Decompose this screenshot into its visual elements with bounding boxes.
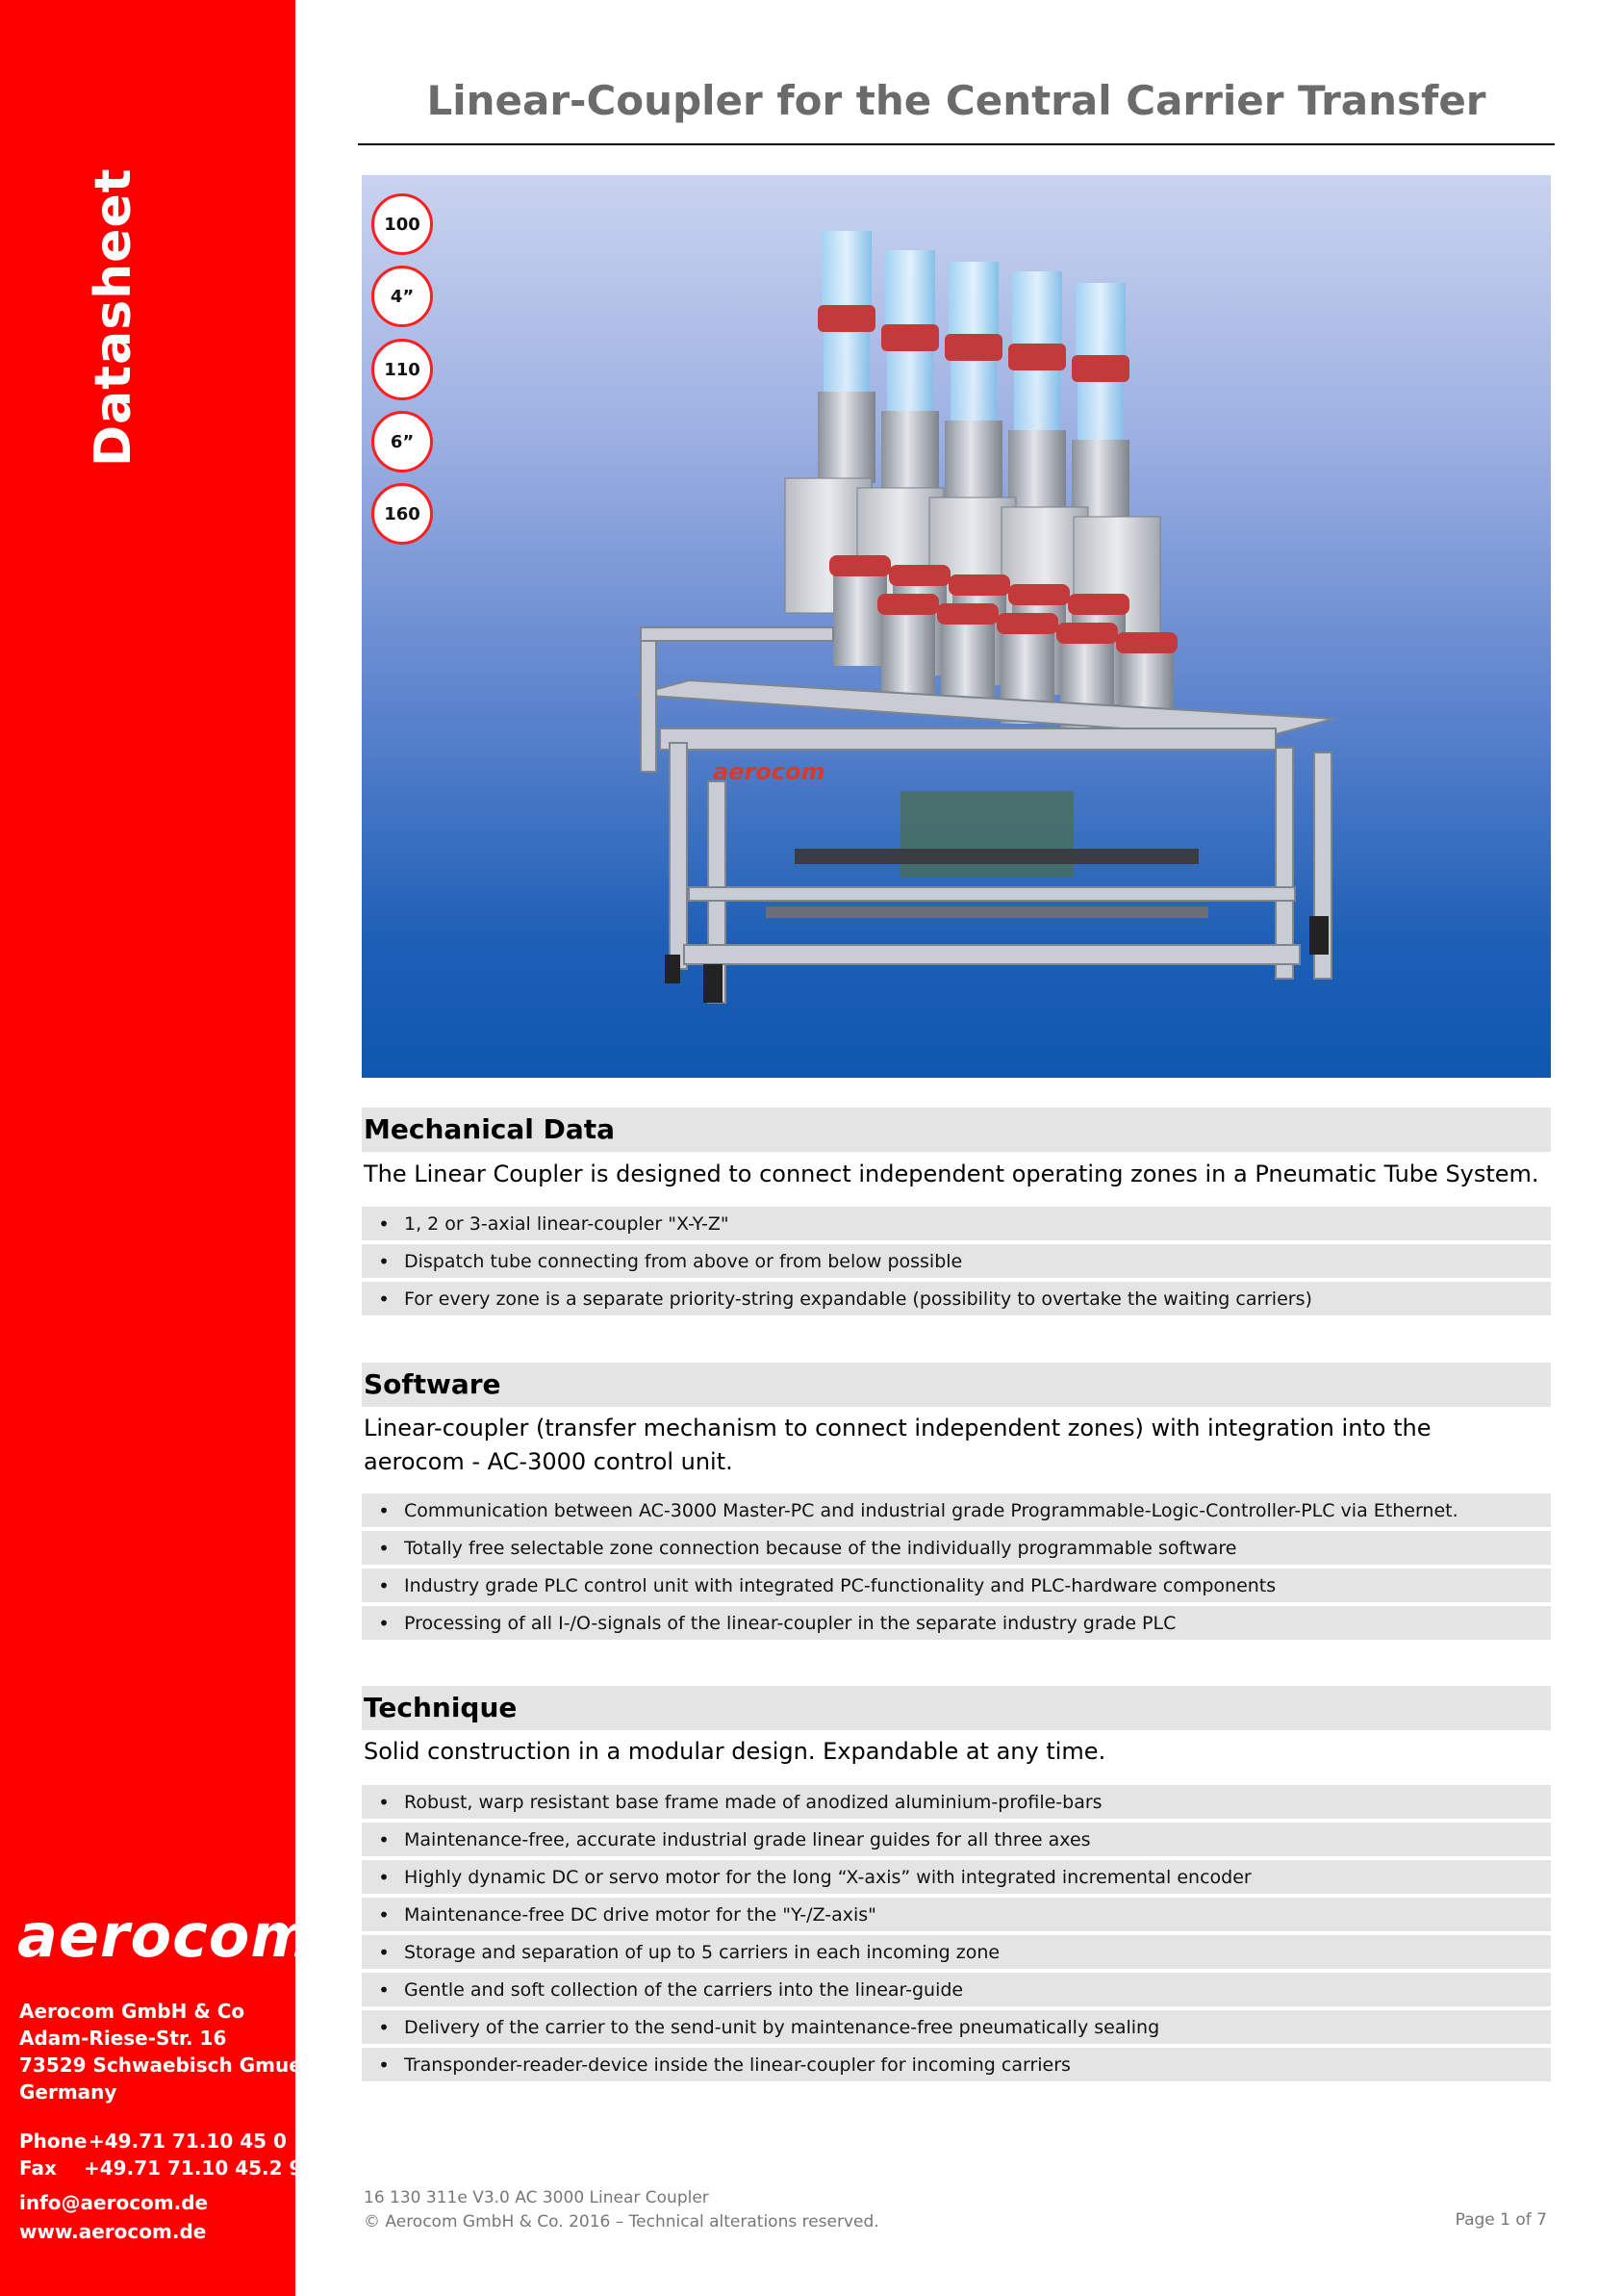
product-photo xyxy=(362,175,1551,1078)
list-item: • Storage and separation of up to 5 carriers in each incoming zone xyxy=(362,1935,1551,1969)
document-id: 16 130 311e V3.0 AC 3000 Linear Coupler xyxy=(364,2188,709,2207)
list-item: • Highly dynamic DC or servo motor for the long “X-axis” with integrated incremental encoder xyxy=(362,1860,1551,1894)
technique-intro: Solid construction in a modular design. Expandable at any time. xyxy=(364,1738,1106,1765)
mechanical-data-heading: Mechanical Data xyxy=(362,1108,1551,1152)
technique-list xyxy=(362,1785,1551,2085)
sidebar xyxy=(0,0,330,2296)
frame-aerocom-label: aerocom xyxy=(713,758,825,785)
software-intro xyxy=(364,1412,1547,1479)
list-item: • Maintenance-free DC drive motor for the "Y-/Z-axis" xyxy=(362,1898,1551,1931)
list-item: • Industry grade PLC control unit with integrated PC-functionality and PLC-hardware components xyxy=(362,1569,1551,1602)
email-link[interactable]: info@aerocom.de xyxy=(19,2191,209,2214)
copyright-notice: © Aerocom GmbH & Co. 2016 – Technical alterations reserved. xyxy=(364,2212,879,2232)
phone-label: Phone xyxy=(19,2130,88,2153)
company-street: Adam-Riese-Str. 16 xyxy=(19,2027,227,2050)
company-country: Germany xyxy=(19,2080,117,2104)
list-item: • Delivery of the carrier to the send-unit by maintenance-free pneumatically sealing xyxy=(362,2010,1551,2044)
software-list xyxy=(362,1493,1551,1644)
size-badge-110: 110 xyxy=(371,339,433,400)
list-item: • Totally free selectable zone connection because of the individually programmable software xyxy=(362,1531,1551,1565)
mechanical-data-intro: The Linear Coupler is designed to connect independent operating zones in a Pneumatic Tube System. xyxy=(364,1161,1539,1187)
list-item: • Transponder-reader-device inside the linear-coupler for incoming carriers xyxy=(362,2048,1551,2081)
software-heading: Software xyxy=(362,1363,1551,1407)
page-title: Linear-Coupler for the Central Carrier Transfer xyxy=(426,77,1486,124)
list-item: • 1, 2 or 3-axial linear-coupler "X-Y-Z" xyxy=(362,1207,1551,1240)
phone-row xyxy=(19,2128,316,2155)
size-badge-160: 160 xyxy=(371,483,433,545)
phone-number[interactable]: +49.71 71.10 45 0 xyxy=(89,2130,287,2153)
technique-heading: Technique xyxy=(362,1686,1551,1730)
document-footer xyxy=(364,2186,879,2234)
aerocom-logo: aerocom xyxy=(17,1901,315,1971)
size-badge-100: 100 xyxy=(371,193,433,255)
company-city: 73529 Schwaebisch Gmuend xyxy=(19,2054,330,2077)
list-item: • Maintenance-free, accurate industrial grade linear guides for all three axes xyxy=(362,1823,1551,1856)
list-item: • Robust, warp resistant base frame made of anodized aluminium-profile-bars xyxy=(362,1785,1551,1819)
fax-label: Fax xyxy=(19,2156,57,2180)
company-address xyxy=(19,1998,329,2105)
list-item: • Communication between AC-3000 Master-PC and industrial grade Programmable-Logic-Controller-PLC via Ethernet. xyxy=(362,1493,1551,1527)
size-badge-6-inch: 6” xyxy=(371,411,433,472)
linear-coupler-illustration xyxy=(362,175,1551,1078)
company-name: Aerocom GmbH & Co xyxy=(19,2000,245,2023)
page-number: Page 1 of 7 xyxy=(1455,2210,1547,2230)
list-item: • Gentle and soft collection of the carriers into the linear-guide xyxy=(362,1973,1551,2006)
website-link[interactable]: www.aerocom.de xyxy=(19,2220,207,2243)
mechanical-data-list xyxy=(362,1207,1551,1319)
size-badge-4-inch: 4” xyxy=(371,266,433,327)
fax-number: +49.71 71.10 45.2 99 xyxy=(84,2156,317,2180)
list-item: • For every zone is a separate priority-string expandable (possibility to overtake the waiting carriers) xyxy=(362,1282,1551,1315)
list-item: • Dispatch tube connecting from above or from below possible xyxy=(362,1244,1551,1278)
company-contact xyxy=(19,2128,316,2245)
sidebar-datasheet-label: Datasheet xyxy=(85,167,142,467)
fax-row xyxy=(19,2155,316,2181)
title-divider xyxy=(358,143,1555,145)
list-item: • Processing of all I-/O-signals of the linear-coupler in the separate industry grade PLC xyxy=(362,1606,1551,1640)
software-intro-line-1: Linear-coupler (transfer mechanism to connect independent zones) with integration into the xyxy=(364,1415,1432,1441)
software-intro-line-2: aerocom - AC-3000 control unit. xyxy=(364,1448,733,1475)
